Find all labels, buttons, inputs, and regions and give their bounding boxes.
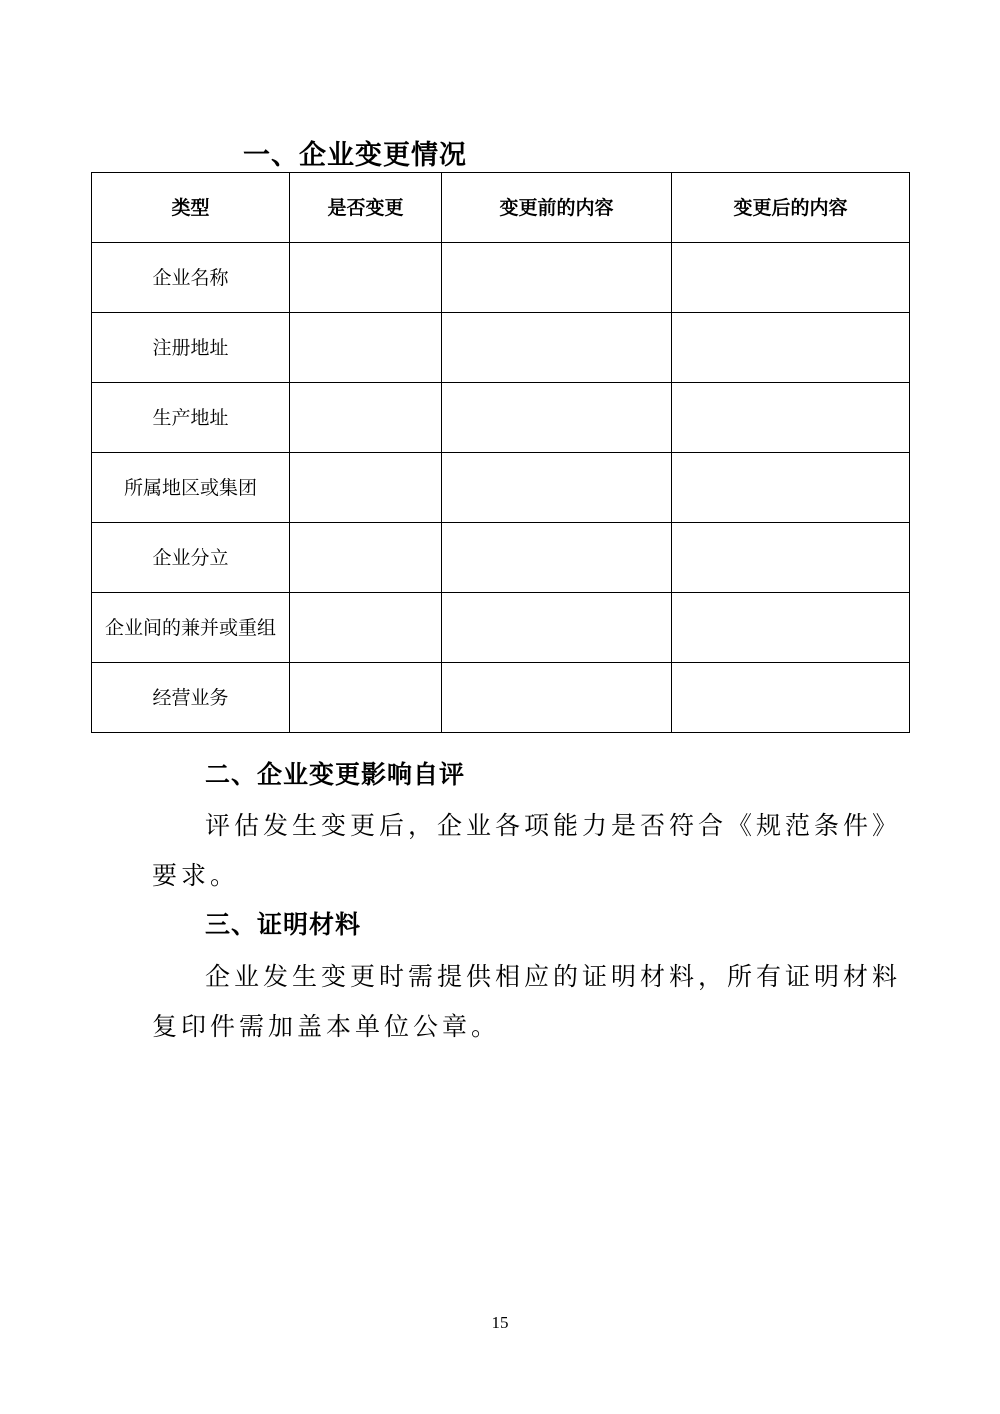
cell-after[interactable] — [672, 523, 910, 593]
cell-after[interactable] — [672, 663, 910, 733]
row-label: 经营业务 — [92, 663, 290, 733]
row-label: 所属地区或集团 — [92, 453, 290, 523]
table-row — [92, 383, 910, 453]
cell-before[interactable] — [442, 243, 672, 313]
cell-changed[interactable] — [290, 453, 442, 523]
table-row — [92, 453, 910, 523]
cell-after[interactable] — [672, 593, 910, 663]
section2-heading: 二、企业变更影响自评 — [205, 760, 466, 789]
row-label: 生产地址 — [92, 383, 290, 453]
cell-before[interactable] — [442, 663, 672, 733]
section3-paragraph-line2: 复印件需加盖本单位公章。 — [152, 1012, 501, 1041]
cell-before[interactable] — [442, 383, 672, 453]
row-label: 企业名称 — [92, 243, 290, 313]
section3-paragraph-line1: 企业发生变更时需提供相应的证明材料，所有证明材料 — [205, 962, 902, 991]
table-row — [92, 663, 910, 733]
cell-changed[interactable] — [290, 383, 442, 453]
cell-changed[interactable] — [290, 243, 442, 313]
cell-after[interactable] — [672, 383, 910, 453]
cell-changed[interactable] — [290, 593, 442, 663]
cell-before[interactable] — [442, 593, 672, 663]
header-changed: 是否变更 — [290, 173, 442, 243]
cell-after[interactable] — [672, 313, 910, 383]
change-table — [91, 172, 910, 733]
table-row — [92, 243, 910, 313]
cell-before[interactable] — [442, 523, 672, 593]
cell-after[interactable] — [672, 453, 910, 523]
section2-paragraph-line1: 评估发生变更后，企业各项能力是否符合《规范条件》 — [205, 811, 902, 840]
cell-before[interactable] — [442, 313, 672, 383]
table-row — [92, 523, 910, 593]
table-row — [92, 593, 910, 663]
row-label: 企业分立 — [92, 523, 290, 593]
page-number: 15 — [491, 1313, 509, 1332]
cell-changed[interactable] — [290, 313, 442, 383]
cell-after[interactable] — [672, 243, 910, 313]
header-before: 变更前的内容 — [442, 173, 672, 243]
cell-before[interactable] — [442, 453, 672, 523]
table-row — [92, 313, 910, 383]
row-label: 企业间的兼并或重组 — [92, 593, 290, 663]
header-type: 类型 — [92, 173, 290, 243]
row-label: 注册地址 — [92, 313, 290, 383]
header-after: 变更后的内容 — [672, 173, 910, 243]
cell-changed[interactable] — [290, 523, 442, 593]
cell-changed[interactable] — [290, 663, 442, 733]
section3-heading: 三、证明材料 — [205, 910, 362, 939]
section2-paragraph-line2: 要求。 — [152, 861, 240, 890]
section1-heading: 一、企业变更情况 — [243, 140, 467, 171]
table-header-row — [92, 173, 910, 243]
